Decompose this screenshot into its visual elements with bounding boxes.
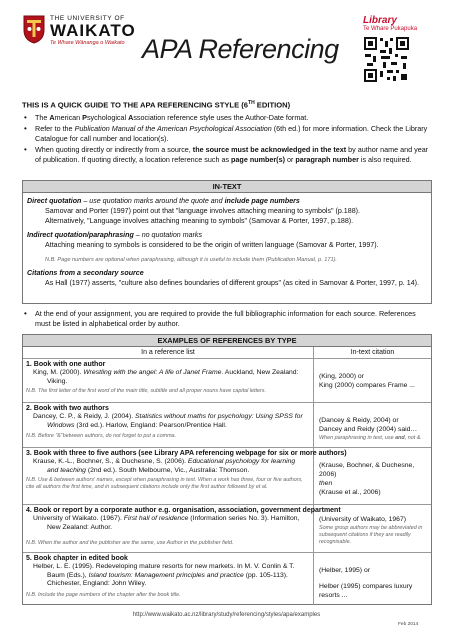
reference-entry: Dancey, C. P., & Reidy, J. (2004). Statistics without maths for psychology: Using SPSS for Windows (3rd ed.). Harlow, England: Pearson/Prentice Hall. — [33, 413, 303, 429]
reference-entry: Helber, L. E. (1995). Redeveloping mature resorts for new markets. In M. V. Conlin & T. Baum (Eds.), Island tourism: Management principles and practice (pp. 105-113). Chichester, England: John Wiley. — [33, 563, 295, 588]
citation-example-2: Helber (1995) compares luxury resorts ... — [319, 583, 413, 599]
qr-code-icon[interactable] — [363, 36, 410, 83]
list-item: • At the end of your assignment, you are required to provide the full bibliographic information for each source. References must be listed in alphabetical order by author. — [22, 309, 432, 329]
citation-example-1: (King, 2000) or — [319, 373, 364, 380]
example-section-5 — [23, 552, 431, 605]
citation-note: Some group authors may be abbreviated in subsequent citations if they are readily recognisable. — [319, 525, 423, 545]
reference-note: N.B. When the author and the publisher are the same, use Author in the publisher field. — [26, 540, 234, 546]
citation-example-1: (University of Waikato, 1967) — [319, 516, 407, 523]
example-section-title: 5. Book chapter in edited book — [26, 555, 128, 562]
citation-connector: then — [319, 480, 333, 487]
university-crest-icon — [22, 14, 46, 44]
examples-box — [22, 334, 432, 605]
citation-example-2: (Krause et al., 2006) — [319, 489, 381, 496]
university-label: THE UNIVERSITY OF — [50, 15, 125, 22]
intro-bullet-list — [22, 113, 432, 166]
secondary-source-heading: Citations from a secondary source — [27, 269, 144, 277]
example-section-title: 4. Book or report by a corporate author e.g. organisation, association, government department — [26, 507, 341, 514]
secondary-source-example: As Hall (1977) asserts, "culture also defines boundaries of different groups" (as cited in Samovar & Porter, 1997, p. 14). — [45, 279, 419, 287]
list-item: • Refer to the Publication Manual of the American Psychological Association (6th ed.) for more information. Check the Library Catalogue for call number and location(s). — [22, 124, 432, 144]
column-header-reference-list: In a reference list — [141, 349, 195, 356]
direct-quotation-example-1: Samovar and Porter (1997) point out that "language involves attaching meaning to symbols" (p.188). — [45, 207, 360, 215]
reference-note: N.B. Before "&"between authors, do not forget to put a comma. — [26, 433, 177, 439]
citation-example-1: (Helber, 1995) or — [319, 567, 371, 574]
example-section-1 — [23, 358, 431, 402]
example-section-2 — [23, 402, 431, 447]
reference-note: N.B. The first letter of the first word of the main title, subtitle and all proper nouns have capital letters. — [26, 388, 266, 394]
citation-example-2: Dancey and Reidy (2004) said… — [319, 426, 418, 433]
indirect-quotation-example: Attaching meaning to symbols is considered to be the origin of written language (Samovar & Porter, 1997). — [45, 241, 379, 249]
footer-url-link[interactable]: http://www.waikato.ac.nz/library/study/referencing/styles/apa/examples — [132, 612, 321, 618]
indirect-quotation-heading: Indirect quotation/paraphrasing – no quotation marks — [27, 231, 203, 239]
university-maori-name: Te Whare Wānanga o Waikato — [50, 40, 125, 46]
footer-date: Feb 2014 — [398, 622, 419, 627]
citation-example-1: (Krause, Bochner, & Duchesne, 2006) — [319, 462, 415, 478]
examples-heading: EXAMPLES OF REFERENCES BY TYPE — [23, 335, 431, 347]
reference-entry: King, M. (2000). Wrestling with the angel: A life of Janet Frame. Auckland, New Zealand: Viking. — [33, 369, 299, 385]
in-text-heading: IN-TEXT — [23, 181, 431, 193]
list-item: • The American Psychological Association reference style uses the Author-Date format. — [22, 113, 432, 123]
university-name: WAIKATO — [50, 21, 136, 40]
page-header — [0, 0, 453, 92]
example-section-title: 1. Book with one author — [26, 361, 106, 368]
guide-title: THIS IS A QUICK GUIDE TO THE APA REFERENCING STYLE (6TH EDITION) — [22, 100, 291, 110]
list-item: • When quoting directly or indirectly from a source, the source must be acknowledged in the text by author name and year of publication. If quoting directly, a location reference such as page number(s) or paragraph number is also required. — [22, 145, 432, 165]
example-section-3 — [23, 447, 431, 504]
example-section-4 — [23, 504, 431, 552]
outro-bullet-list — [22, 309, 432, 330]
indirect-quotation-note: N.B. Page numbers are optional when paraphrasing, although it is useful to include them (Publication Manual, p. 171). — [45, 257, 337, 263]
library-maori-label: Te Whare Pukapuka — [363, 26, 418, 32]
reference-entry: Krause, K.-L., Bochner, S., & Duchesne, S. (2006). Educational psychology for learning and teaching (2nd ed.). South Melbourne, Vic., Australia: Thomson. — [33, 458, 296, 474]
citation-example-1: (Dancey & Reidy, 2004) or — [319, 417, 399, 424]
example-section-title: 3. Book with three to five authors (see Library APA referencing webpage for six or more authors) — [26, 450, 347, 457]
in-text-box — [22, 180, 432, 304]
column-header-in-text: In-text citation — [350, 349, 395, 356]
direct-quotation-example-2: Alternatively, "Language involves attaching meaning to symbols" (Samovar & Porter, 1997, p.188). — [45, 217, 354, 225]
page-title: APA Referencing — [142, 34, 339, 64]
citation-example-2: King (2000) compares Frame ... — [319, 382, 415, 389]
reference-entry: University of Waikato. (1967). First hall of residence (Information series No. 3). Hamilton, New Zealand: Author. — [33, 515, 300, 531]
library-label: Library — [363, 15, 397, 26]
reference-note: N.B. Use & between authors' names, except when paraphrasing in text. When a work has three, four or five authors, cite all authors the first time, and in subsequent citations include only the first author followed by et al. — [26, 477, 303, 490]
example-section-title: 2. Book with two authors — [26, 405, 109, 412]
citation-note: When paraphrasing in text, use and, not &. — [319, 435, 422, 441]
direct-quotation-heading: Direct quotation – use quotation marks around the quote and include page numbers — [27, 197, 300, 205]
reference-note: N.B. Include the page numbers of the chapter after the book title. — [26, 592, 181, 598]
